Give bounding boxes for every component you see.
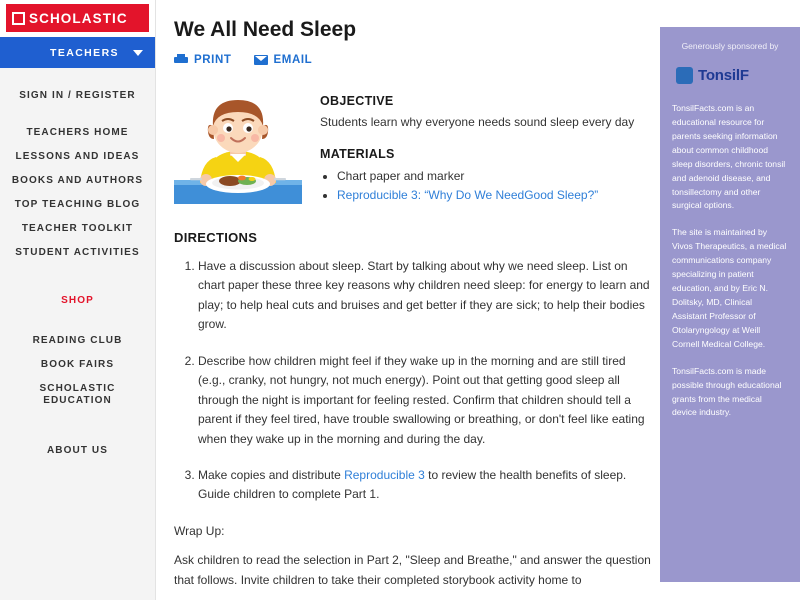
scholastic-logo-mark-icon: [12, 12, 25, 25]
list-item: [337, 167, 650, 185]
email-label: EMAIL: [273, 54, 313, 66]
scholastic-logo[interactable]: [6, 4, 149, 32]
ad-paragraph-1: TonsilFacts.com is an educational resource for parents seeking information about common childhood sleep disorders, chronic tonsil and adenoid disease, and tonsillectomy and other surgical options.: [672, 103, 788, 211]
material-text: Chart paper and marker: [337, 169, 465, 184]
materials-list: [320, 167, 650, 204]
logo-container[interactable]: [0, 0, 155, 37]
step-3-suffix: to review the health benefits of sleep. Guide children to complete Part 1.: [198, 467, 627, 502]
sidebar-item-top-teaching-blog[interactable]: TOP TEACHING BLOG: [14, 199, 141, 210]
sidebar-nav-secondary: [0, 329, 155, 419]
logo-text: SCHOLASTIC: [29, 10, 128, 26]
reproducible-3-inline-link[interactable]: Reproducible 3: [344, 467, 425, 482]
step-2-text: Describe how children might feel if they wake up in the morning and are still tired (e.g., cranky, not hungry, not much energy). Point out that getting good sleep all through the night is important for feeling rested. Confirm that children should tell a parent if they feel tired, have trouble swallowing or breathing, or don't feel like eating when they wake up in the morning and during the day.: [198, 353, 645, 446]
print-label: PRINT: [194, 54, 232, 66]
directions-list: [174, 257, 654, 505]
wrapup-label: Wrap Up:: [174, 523, 225, 538]
sidebar-section-label: TEACHERS: [50, 46, 119, 59]
objective-heading: OBJECTIVE: [320, 94, 394, 108]
envelope-icon: [254, 55, 268, 65]
sponsor-ad-panel[interactable]: [660, 27, 800, 582]
sidebar-item-teachers-home[interactable]: TEACHERS HOME: [26, 127, 129, 138]
list-item: [198, 257, 654, 335]
sidebar-item-about-us[interactable]: ABOUT US: [46, 445, 109, 456]
list-item: [198, 352, 654, 449]
sidebar-item-student-activities[interactable]: STUDENT ACTIVITIES: [15, 247, 140, 258]
step-3-prefix: Make copies and distribute: [198, 467, 345, 482]
ad-sponsor-line: Generously sponsored by: [681, 41, 779, 51]
chevron-down-icon[interactable]: [133, 50, 143, 56]
sidebar: [0, 0, 156, 600]
sidebar-item-shop[interactable]: SHOP: [61, 295, 94, 306]
wrapup-text: Ask children to read the selection in Part 2, "Sleep and Breathe," and answer the question that follows. Invite children to take their completed storybook activity home to: [174, 553, 651, 587]
directions-heading: DIRECTIONS: [174, 230, 258, 245]
reproducible-3-link[interactable]: Reproducible 3: “Why Do We NeedGood Sleep?”: [337, 188, 599, 203]
list-item: [198, 466, 654, 505]
step-1-text: Have a discussion about sleep. Start by talking about why we need sleep. List on chart paper these three key reasons why children need sleep: for energy to learn and play; to help heal cuts and bruises and get better if they are sick; to help their bodies grow.: [198, 259, 650, 332]
sidebar-item-teacher-toolkit[interactable]: TEACHER TOOLKIT: [21, 223, 134, 234]
sidebar-item-reading-club[interactable]: READING CLUB: [32, 335, 123, 346]
objective-text: Students learn why everyone needs sound sleep every day: [320, 115, 635, 129]
print-button[interactable]: [174, 54, 232, 66]
list-item[interactable]: [337, 186, 650, 204]
sidebar-item-books-and-authors[interactable]: BOOKS AND AUTHORS: [11, 175, 144, 186]
sidebar-item-book-fairs[interactable]: BOOK FAIRS: [40, 359, 115, 370]
tonsilfacts-logo-icon: [676, 67, 693, 84]
materials-heading: MATERIALS: [320, 147, 395, 162]
sidebar-item-signin-register[interactable]: SIGN IN / REGISTER: [19, 90, 136, 101]
ad-paragraph-3: TonsilFacts.com is made possible through educational grants from the medical device industry.: [672, 365, 784, 418]
sidebar-nav-primary: [0, 121, 155, 271]
sidebar-item-lessons-and-ideas[interactable]: LESSONS AND IDEAS: [15, 151, 140, 162]
page-title: We All Need Sleep: [174, 18, 357, 41]
objective-materials-column: [320, 88, 650, 205]
lesson-illustration: [174, 88, 302, 206]
sidebar-item-scholastic-education[interactable]: SCHOLASTIC EDUCATION: [39, 383, 116, 406]
ad-paragraph-2: The site is maintained by Vivos Therapeutics, a medical communications company specializing in patient education, and by Eric N. Dolitsky, MD, Clinical Assistant Professor of Otolaryngology at Weill Cornell Medical College.: [672, 227, 789, 349]
sidebar-section-teachers[interactable]: [0, 37, 155, 68]
email-button[interactable]: [254, 54, 313, 66]
ad-brand-text: TonsilF: [698, 67, 749, 84]
child-eating-meal-illustration-icon: [174, 88, 302, 206]
ad-brand[interactable]: [676, 67, 788, 84]
printer-icon: [174, 54, 188, 66]
